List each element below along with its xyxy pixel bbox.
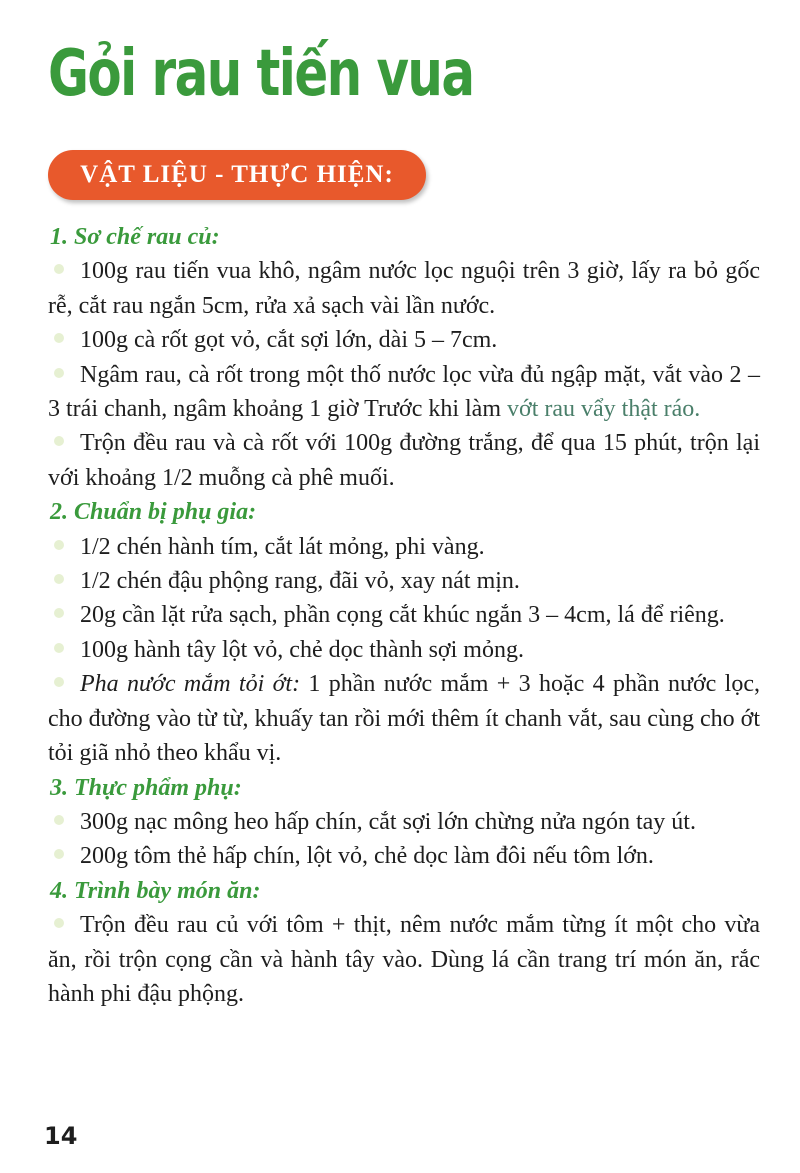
bullet-icon (54, 264, 64, 274)
heading-prepare-extras: 2. Chuẩn bị phụ gia: (50, 499, 257, 526)
heading-prep-vegetables: 1. Sơ chế rau củ: (50, 224, 220, 250)
list-item: 100g rau tiến vua khô, ngâm nước lọc nguội trên 3 giờ, lấy ra bỏ gốc rễ, cắt rau ngắn 5cm, rửa xả sạch vài lần nước. (48, 258, 760, 319)
bullet-icon (54, 643, 64, 653)
banner-label: VẬT LIỆU - THỰC HIỆN: (80, 161, 394, 188)
bullet-icon (54, 540, 64, 550)
list-item: 300g nạc mông heo hấp chín, cắt sợi lớn chừng nửa ngón tay út. (48, 805, 760, 839)
bullet-icon (54, 368, 64, 378)
list-item: Pha nước mắm tỏi ớt: 1 phần nước mắm + 3 hoặc 4 phần nước lọc, cho đường vào từ từ, khuấy tan rồi mới thêm ít chanh vắt, sau cùng cho ớt tỏi giã nhỏ theo khẩu vị. (48, 671, 760, 767)
list-item: Ngâm rau, cà rốt trong một thố nước lọc vừa đủ ngập mặt, vắt vào 2 – 3 trái chanh, ngâm khoảng 1 giờ Trước khi làm vớt rau vẩy thật ráo. (48, 361, 760, 423)
recipe-body (48, 220, 760, 1011)
list-item: 1/2 chén hành tím, cắt lát mỏng, phi vàng. (48, 530, 760, 564)
bullet-icon (54, 918, 64, 928)
list-item: 200g tôm thẻ hấp chín, lột vỏ, chẻ dọc làm đôi nếu tôm lớn. (48, 839, 760, 873)
bullet-icon (54, 574, 64, 584)
list-item: 20g cần lặt rửa sạch, phần cọng cắt khúc ngắn 3 – 4cm, lá để riêng. (48, 598, 760, 632)
list-item: Trộn đều rau và cà rốt với 100g đường trắng, để qua 15 phút, trộn lại với khoảng 1/2 muỗng cà phê muối. (48, 430, 760, 491)
bullet-icon (54, 849, 64, 859)
heading-side-ingredients: 3. Thực phẩm phụ: (50, 774, 242, 801)
page-number: 14 (44, 1122, 78, 1150)
bullet-icon (54, 436, 64, 446)
list-item: 100g hành tây lột vỏ, chẻ dọc thành sợi mỏng. (48, 633, 760, 667)
list-item: 1/2 chén đậu phộng rang, đãi vỏ, xay nát mịn. (48, 564, 760, 598)
bullet-icon (54, 608, 64, 618)
bullet-icon (54, 677, 64, 687)
bullet-icon (54, 333, 64, 343)
list-item: 100g cà rốt gọt vỏ, cắt sợi lớn, dài 5 – 7cm. (48, 323, 760, 357)
heading-presentation: 4. Trình bày món ăn: (50, 877, 261, 904)
bullet-icon (54, 815, 64, 825)
section-banner (48, 150, 426, 200)
recipe-title: Gỏi rau tiến vua (48, 37, 474, 111)
list-item: Trộn đều rau củ với tôm + thịt, nêm nước mắm từng ít một cho vừa ăn, rồi trộn cọng cần và hành tây vào. Dùng lá cần trang trí món ăn, rắc hành phi đậu phộng. (48, 912, 760, 1007)
